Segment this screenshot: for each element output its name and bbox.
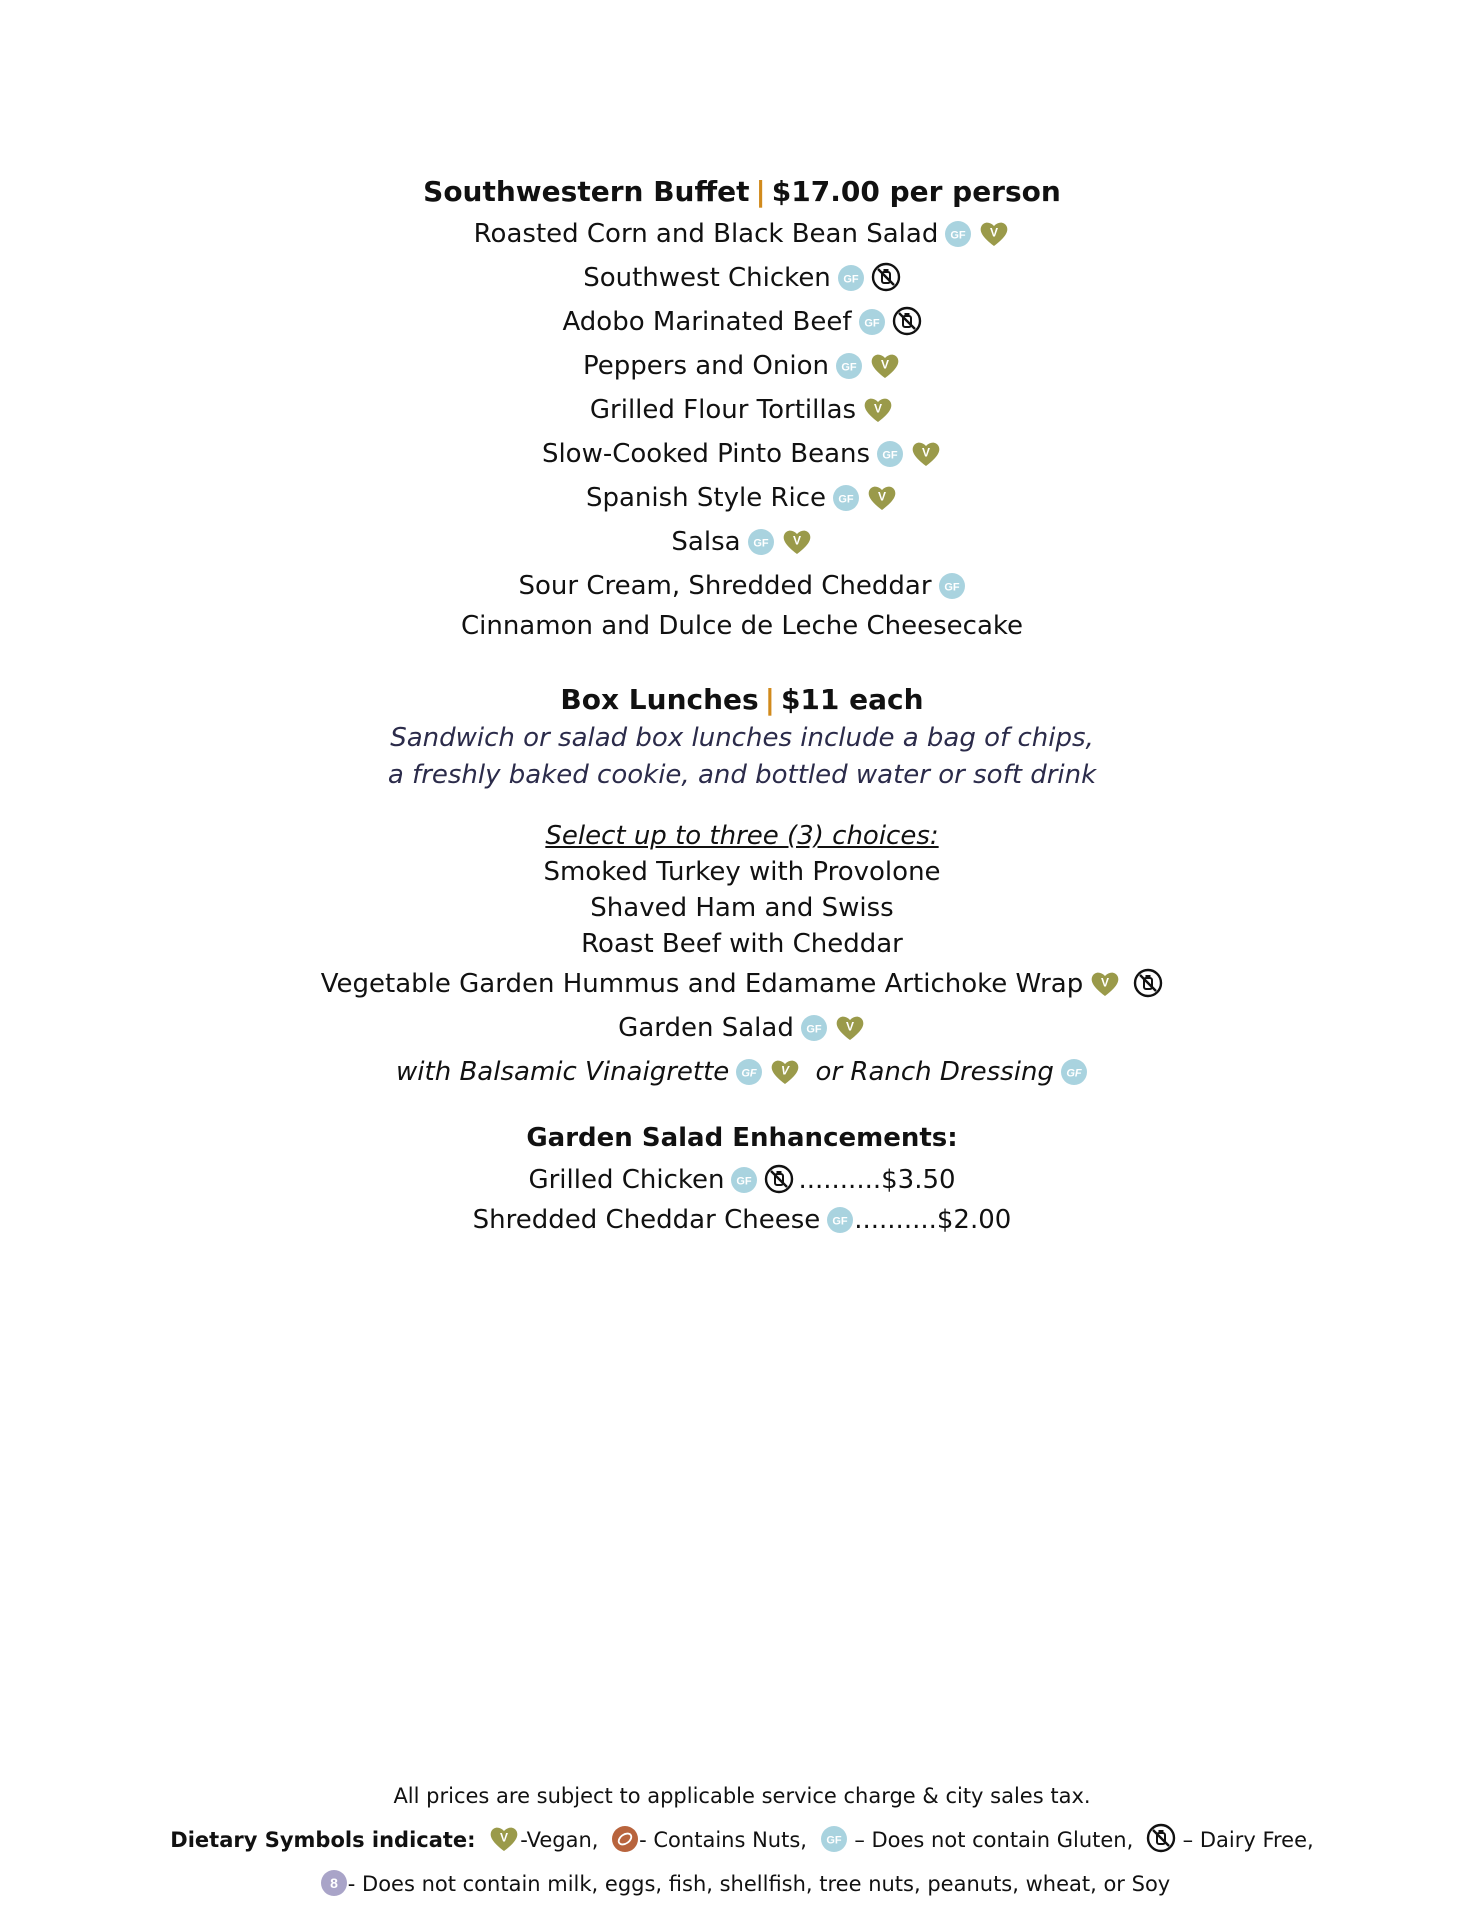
gluten-free-icon [730,1166,758,1194]
gluten-free-icon [938,572,966,600]
enhancement-price: ..........$2.00 [854,1205,1012,1235]
menu-item-label: Salsa [671,527,741,557]
svg-text:V: V [781,1063,790,1078]
southwestern-items [0,212,1484,644]
svg-text:GF: GF [736,1175,753,1188]
vegan-heart-icon [978,220,1010,248]
gluten-free-icon [832,484,860,512]
vegan-heart-icon [866,484,898,512]
dairy-free-icon [1146,1823,1176,1853]
svg-text:GF: GF [838,493,854,506]
southwestern-title: Southwestern Buffet [423,175,750,208]
dairy-free-icon [892,306,922,336]
menu-item [0,256,1484,300]
gluten-free-icon [837,264,865,292]
box-lunches-title: Box Lunches [560,683,759,716]
gluten-free-icon [800,1014,828,1042]
legend-gluten: – Does not contain Gluten, [847,1828,1134,1852]
dairy-free-icon [871,262,901,292]
enhancements-title: Garden Salad Enhancements: [526,1123,958,1153]
gluten-free-icon [1060,1058,1088,1086]
menu-item [0,388,1484,432]
vegan-heart-icon [862,396,894,424]
box-lunches-description-line1: Sandwich or salad box lunches include a bag of chips, [390,723,1094,753]
svg-text:GF: GF [752,537,769,550]
dairy-free-icon [764,1164,794,1194]
legend-eight: - Does not contain milk, eggs, fish, shellfish, tree nuts, peanuts, wheat, or Soy [347,1872,1171,1896]
gluten-free-icon [944,220,972,248]
heading-separator: | [764,683,775,716]
menu-item [0,520,1484,564]
contains-nuts-icon [611,1825,639,1853]
enhancement-label: Grilled Chicken [528,1165,725,1195]
box-lunches-price: $11 each [780,683,924,716]
menu-item-label: Sour Cream, Shredded Cheddar [518,571,932,601]
box-choice-label: Vegetable Garden Hummus and Edamame Artichoke Wrap [320,969,1084,999]
menu-item-label: Slow-Cooked Pinto Beans [541,439,871,469]
vegan-heart-icon [1089,970,1121,998]
menu-item [0,432,1484,476]
gluten-free-icon [835,352,863,380]
box-choice [0,1006,1484,1050]
svg-text:GF: GF [843,273,859,286]
gluten-free-icon [858,308,886,336]
menu-item-label: Grilled Flour Tortillas [589,395,857,425]
vegan-heart-icon [488,1825,520,1853]
southwestern-price: $17.00 per person [771,175,1061,208]
box-choice-label: Shaved Ham and Swiss [590,893,894,923]
legend-label: Dietary Symbols indicate: [170,1828,476,1852]
menu-item [0,344,1484,388]
enhancement-item [0,1158,1484,1202]
menu-item-label: Peppers and Onion [583,351,829,381]
vegan-heart-icon [834,1014,866,1042]
legend-vegan: -Vegan, [520,1828,599,1852]
menu-item-label: Adobo Marinated Beef [562,307,852,337]
svg-text:GF: GF [826,1834,842,1847]
legend-line-1 [0,1818,1484,1862]
vegan-heart-icon [769,1058,801,1086]
box-choice [0,854,1484,890]
menu-item-label: Cinnamon and Dulce de Leche Cheesecake [460,611,1024,641]
svg-text:V: V [845,1019,854,1034]
select-prompt: Select up to three (3) choices: [545,821,939,851]
svg-text:GF: GF [832,1215,848,1228]
menu-item [0,608,1484,644]
heading-separator: | [755,175,766,208]
dressing-line [0,1050,1484,1094]
svg-text:GF: GF [863,317,880,330]
enhancement-price: ..........$3.50 [798,1165,956,1195]
menu-item [0,212,1484,256]
dairy-free-icon [1133,968,1163,998]
box-choice-label: Smoked Turkey with Provolone [543,857,941,887]
box-choice [0,962,1484,1006]
menu-item-label: Roasted Corn and Black Bean Salad [473,219,939,249]
dressing-ranch: or Ranch Dressing [815,1057,1054,1087]
svg-text:V: V [880,357,889,372]
enhancement-item [0,1202,1484,1238]
svg-text:V: V [878,489,887,504]
svg-text:V: V [500,1830,509,1845]
box-choice-label: Roast Beef with Cheddar [581,929,903,959]
southwestern-heading [0,172,1484,212]
box-lunches-description-line2: a freshly baked cookie, and bottled water or soft drink [387,760,1097,790]
footer [0,1774,1484,1906]
svg-text:8: 8 [329,1875,338,1891]
legend-dairy: – Dairy Free, [1175,1828,1314,1852]
gluten-free-icon [747,528,775,556]
menu-item [0,564,1484,608]
legend-nuts: - Contains Nuts, [639,1828,807,1852]
vegan-heart-icon [869,352,901,380]
tax-note: All prices are subject to applicable service charge & city sales tax. [393,1784,1091,1808]
svg-text:GF: GF [943,581,960,594]
box-choice [0,890,1484,926]
svg-text:V: V [990,225,999,240]
svg-text:GF: GF [1066,1067,1082,1080]
svg-text:GF: GF [841,361,857,374]
top-8-free-icon [320,1869,348,1897]
svg-text:V: V [922,445,931,460]
gluten-free-icon [876,440,904,468]
gluten-free-icon [826,1206,854,1234]
box-choice-label: Garden Salad [618,1013,794,1043]
svg-text:V: V [792,533,801,548]
menu-item [0,476,1484,520]
box-lunches-heading [0,680,1484,720]
gluten-free-icon [820,1825,848,1853]
legend-line-2 [0,1862,1484,1906]
vegan-heart-icon [910,440,942,468]
enhancement-label: Shredded Cheddar Cheese [472,1205,821,1235]
svg-text:V: V [874,401,883,416]
dressing-balsamic: with Balsamic Vinaigrette [396,1057,730,1087]
menu-page [0,172,1484,1238]
svg-text:GF: GF [741,1067,757,1080]
gluten-free-icon [735,1058,763,1086]
svg-text:V: V [1101,975,1110,990]
svg-text:GF: GF [882,449,898,462]
svg-text:GF: GF [806,1023,822,1036]
menu-item-label: Spanish Style Rice [585,483,827,513]
svg-text:GF: GF [950,229,966,242]
menu-item-label: Southwest Chicken [583,263,831,293]
vegan-heart-icon [781,528,813,556]
menu-item [0,300,1484,344]
box-choice [0,926,1484,962]
